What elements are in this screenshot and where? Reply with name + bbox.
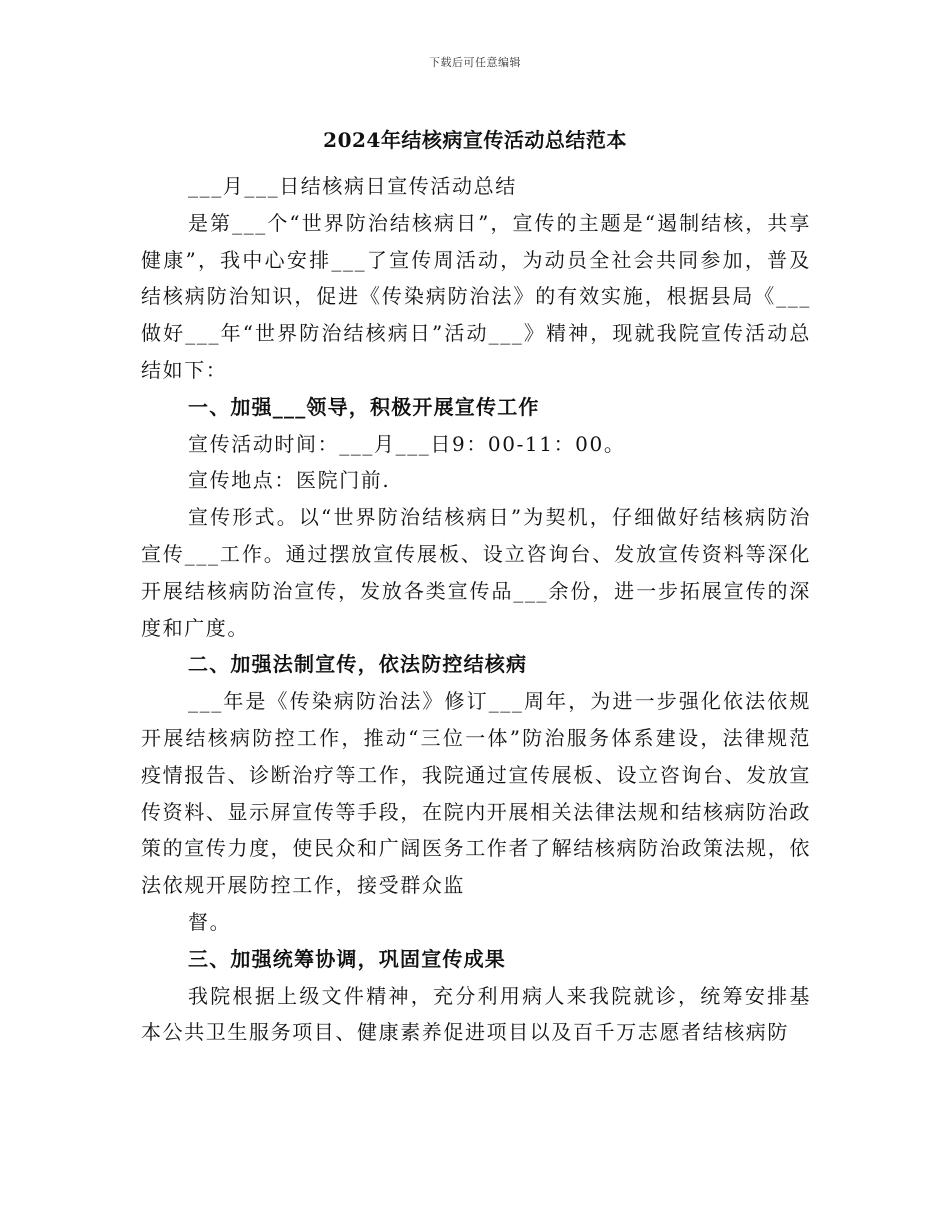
section-heading-3: 三、加强统筹协调，巩固宣传成果 [188,946,506,971]
paragraph-location: 宣传地点：医院门前. [188,468,391,493]
paragraph-coordination: 我院根据上级文件精神，充分利用病人来我院就诊，统筹安排基本公共卫生服务项目、健康素养促进项目以及百千万志愿者结核病防 [141,983,811,1045]
paragraph-law: ___年是《传染病防治法》修订___周年，为进一步强化依法依规开展结核病防控工作，推动“三位一体”防治服务体系建设，法律规范疫情报告、诊断治疗等工作，我院通过宣传展板、设立咨询台、发放宣传资料、显示屏宣传等手段，在院内开展相关法律法规和结核病防治政策的宣传力度，使民众和广阔医务工作者了解结核病防治政策法规，依法依规开展防控工作，接受群众监 [141,689,811,898]
paragraph-format: 宣传形式。以“世界防治结核病日”为契机，仔细做好结核病防治宣传___工作。通过摆放宣传展板、设立咨询台、发放宣传资料等深化开展结核病防治宣传，发放各类宣传品___余份，进一步拓展宣传的深度和广度。 [141,505,811,640]
section-heading-1: 一、加强___领导，积极开展宣传工作 [188,394,540,419]
paragraph-time: 宣传活动时间：___月___日9：00-11：00。 [188,431,626,456]
paragraph-intro: 是第___个“世界防治结核病日”，宣传的主题是“遏制结核，共享健康”，我中心安排___了宣传周活动，为动员全社会共同参加，普及结核病防治知识，促进《传染病防治法》的有效实施，根据县局《___做好___年“世界防治结核病日”活动___》精神，现就我院宣传活动总结如下： [141,210,811,382]
section-heading-2: 二、加强法制宣传，依法防控结核病 [188,652,528,677]
paragraph-subtitle: ___月___日结核病日宣传活动总结 [188,174,517,198]
paragraph-law-end: 督。 [188,909,232,934]
document-title: 2024年结核病宣传活动总结范本 [323,128,627,152]
header-note: 下载后可任意编辑 [429,56,521,69]
document-body [141,168,811,1051]
